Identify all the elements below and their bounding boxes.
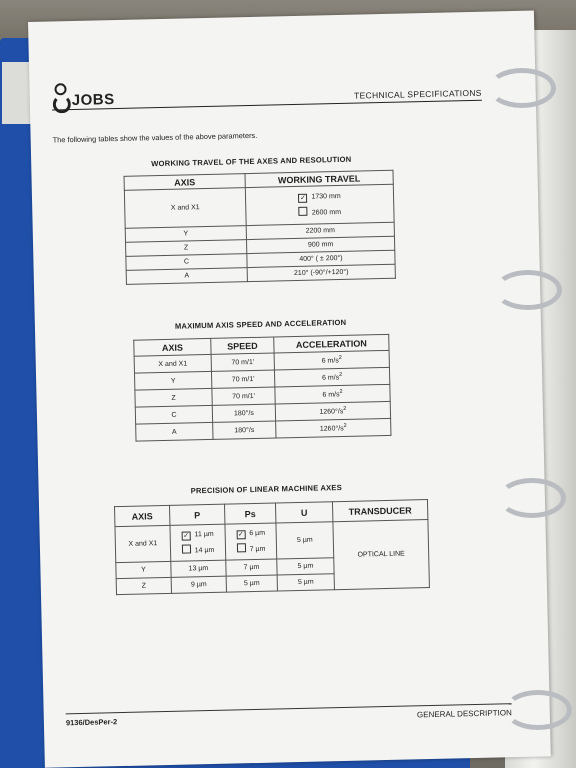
binder-ring-1 (488, 68, 556, 108)
ps-option-1: 6 µm (249, 529, 266, 537)
accel-value: 6 m/s (321, 374, 340, 383)
axis-cell: C (135, 405, 212, 424)
binder-tab (2, 62, 32, 124)
axis-cell: Z (126, 240, 247, 257)
u-cell: 5 µm (277, 574, 334, 591)
u-cell: 5 µm (277, 558, 334, 575)
col-axis: AXIS (115, 505, 170, 526)
speed-cell: 180°/s (213, 421, 276, 439)
brand-logo (51, 82, 114, 109)
section-title: TECHNICAL SPECIFICATIONS (354, 87, 482, 101)
axis-cell: Y (134, 371, 211, 390)
checked-box-icon: ✓ (183, 531, 190, 540)
speed-cell: 180°/s (212, 404, 275, 422)
speed-cell: 70 m/1' (211, 353, 274, 371)
value-cell: 900 mm (246, 236, 394, 253)
intro-text: The following tables show the values of the above parameters. (52, 130, 258, 145)
empty-box-icon (299, 206, 308, 215)
speed-cell: 70 m/1' (212, 387, 275, 405)
col-speed: SPEED (211, 337, 274, 354)
empty-box-icon (182, 544, 191, 553)
accel-cell (276, 418, 391, 438)
col-ps: Ps (224, 503, 275, 524)
axis-cell: Z (135, 388, 212, 407)
precision-title: PRECISION OF LINEAR MACHINE AXES (190, 482, 343, 496)
col-axis: AXIS (124, 174, 245, 191)
value-cell: 400° ( ± 200°) (247, 250, 395, 267)
working-travel-table (124, 170, 396, 285)
col-transducer: TRANSDUCER (332, 500, 427, 522)
col-working-travel: WORKING TRAVEL (245, 170, 393, 187)
speed-title: MAXIMUM AXIS SPEED AND ACCELERATION (174, 317, 347, 331)
exponent: 2 (343, 406, 347, 413)
precision-table (114, 499, 430, 595)
transducer-cell: OPTICAL LINE (333, 520, 430, 590)
accel-value: 1260°/s (319, 408, 344, 417)
checked-box-icon: ✓ (299, 194, 306, 202)
binder-ring-4 (504, 690, 572, 730)
exponent: 2 (339, 389, 343, 396)
axis-cell: Y (125, 226, 246, 243)
col-u: U (275, 502, 332, 523)
accel-value: 1260°/s (319, 425, 344, 434)
ps-cell: 5 µm (226, 575, 277, 592)
col-p: P (170, 504, 225, 525)
p-option-1: 11 µm (194, 530, 214, 538)
exponent: 2 (343, 423, 347, 430)
travel-option-1: 1730 mm (311, 192, 341, 201)
col-axis: AXIS (134, 338, 211, 356)
axis-cell: X and X1 (115, 525, 171, 562)
ps-option-2: 7 µm (249, 545, 266, 553)
page-footer (65, 703, 512, 728)
accel-value: 6 m/s (321, 357, 339, 366)
empty-box-icon (237, 543, 246, 552)
binder-ring-3 (498, 478, 566, 518)
document-code: 9136/DesPer-2 (65, 717, 118, 728)
jobs-logo-icon (51, 83, 70, 109)
travel-option-2: 2600 mm (311, 208, 342, 217)
accel-value: 6 m/s (322, 391, 340, 400)
binder-ring-2 (494, 270, 562, 310)
exponent: 2 (338, 355, 342, 362)
p-cell: 9 µm (171, 576, 226, 593)
checked-box-icon: ✓ (237, 530, 244, 538)
page-header (51, 74, 482, 111)
axis-cell: A (136, 422, 213, 441)
value-cell: 2200 mm (246, 222, 394, 239)
axis-cell: C (126, 254, 247, 271)
p-cell: 13 µm (171, 560, 226, 577)
working-travel-title: WORKING TRAVEL OF THE AXES AND RESOLUTION (151, 154, 352, 169)
footer-section: GENERAL DESCRIPTION (416, 708, 512, 720)
axis-cell: A (126, 268, 247, 285)
value-cell: 210° (-90°/+120°) (247, 264, 395, 281)
document-page (28, 11, 551, 768)
ps-cell: 7 µm (226, 559, 277, 576)
col-acceleration: ACCELERATION (274, 334, 389, 353)
speed-table (133, 334, 391, 442)
axis-cell: Y (116, 561, 171, 578)
p-option-2: 14 µm (194, 546, 215, 554)
speed-cell: 70 m/1' (211, 370, 274, 388)
axis-cell: Z (116, 577, 171, 594)
u-cell: 5 µm (276, 522, 334, 559)
exponent: 2 (339, 372, 343, 379)
brand-name: JOBS (71, 91, 115, 110)
axis-cell: X and X1 (124, 188, 246, 229)
axis-cell: X and X1 (134, 354, 211, 373)
